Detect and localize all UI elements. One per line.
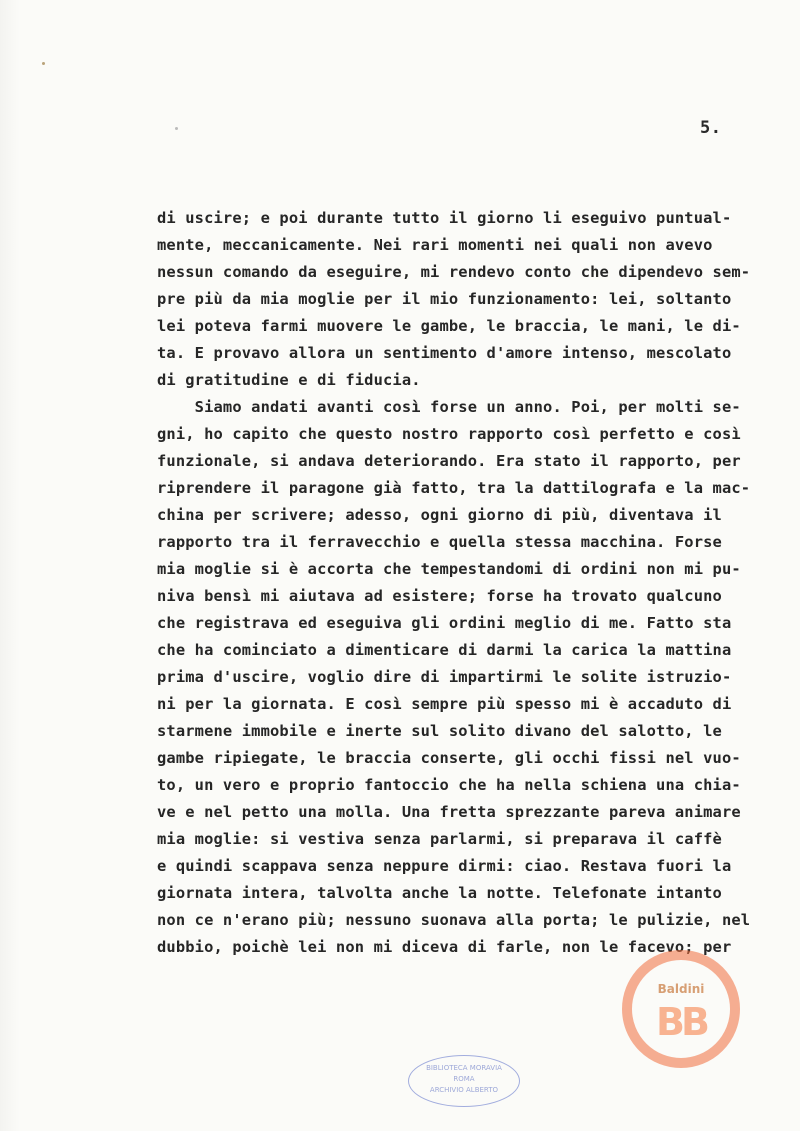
text-line: mia moglie: si vestiva senza parlarmi, si preparava il caffè	[157, 830, 722, 848]
text-line: prima d'uscire, voglio dire di impartirmi le solite istruzio-	[157, 668, 732, 686]
text-line: starmene immobile e inerte sul solito divano del salotto, le	[157, 722, 722, 740]
text-line: china per scrivere; adesso, ogni giorno di più, diventava il	[157, 506, 722, 524]
text-line: lei poteva farmi muovere le gambe, le braccia, le mani, le di-	[157, 317, 741, 335]
text-line: ni per la giornata. E così sempre più spesso mi è accaduto di	[157, 695, 732, 713]
text-line: pre più da mia moglie per il mio funzionamento: lei, soltanto	[157, 290, 732, 308]
text-line: ve e nel petto una molla. Una fretta sprezzante pareva animare	[157, 803, 741, 821]
text-line: che registrava ed eseguiva gli ordini meglio di me. Fatto sta	[157, 614, 732, 632]
stamp-line: ROMA	[453, 1075, 475, 1083]
text-line: mia moglie si è accorta che tempestandomi di ordini non mi pu-	[157, 560, 741, 578]
text-line: e quindi scappava senza neppure dirmi: ciao. Restava fuori la	[157, 857, 732, 875]
paper-speck	[42, 62, 45, 65]
text-line: funzionale, si andava deteriorando. Era stato il rapporto, per	[157, 452, 741, 470]
library-stamp	[408, 1055, 520, 1107]
text-line: rapporto tra il ferravecchio e quella stessa macchina. Forse	[157, 533, 722, 551]
text-line: to, un vero e proprio fantoccio che ha nella schiena una chia-	[157, 776, 741, 794]
stamp-line: BIBLIOTECA MORAVIA	[426, 1064, 502, 1072]
paper-speck	[175, 127, 178, 130]
text-line: niva bensì mi aiutava ad esistere; forse ha trovato qualcuno	[157, 587, 722, 605]
text-line: di uscire; e poi durante tutto il giorno li eseguivo puntual-	[157, 209, 732, 227]
text-line: giornata intera, talvolta anche la notte. Telefonate intanto	[157, 884, 722, 902]
text-line: gni, ho capito che questo nostro rapporto così perfetto e così	[157, 425, 741, 443]
text-line: non ce n'erano più; nessuno suonava alla porta; le pulizie, nel	[157, 911, 751, 929]
logo-name: Baldini	[657, 982, 705, 996]
text-line: di gratitudine e di fiducia.	[157, 371, 421, 389]
logo-monogram: BB	[656, 1000, 706, 1044]
text-line: riprendere il paragone già fatto, tra la dattilografa e la mac-	[157, 479, 751, 497]
text-line: che ha cominciato a dimenticare di darmi la carica la mattina	[157, 641, 732, 659]
text-line: nessun comando da eseguire, mi rendevo conto che dipendevo sem-	[157, 263, 751, 281]
typed-text-body	[157, 205, 767, 961]
page-number: 5.	[700, 118, 722, 138]
baldini-watermark-logo	[622, 950, 740, 1068]
text-line: mente, meccanicamente. Nei rari momenti nei quali non avevo	[157, 236, 713, 254]
text-line: dubbio, poichè lei non mi diceva di farle, non le facevo; per	[157, 938, 732, 956]
text-line: gambe ripiegate, le braccia conserte, gli occhi fissi nel vuo-	[157, 749, 741, 767]
text-line: Siamo andati avanti così forse un anno. Poi, per molti se-	[157, 398, 741, 416]
text-line: ta. E provavo allora un sentimento d'amore intenso, mescolato	[157, 344, 732, 362]
stamp-line: ARCHIVIO ALBERTO	[429, 1086, 499, 1094]
